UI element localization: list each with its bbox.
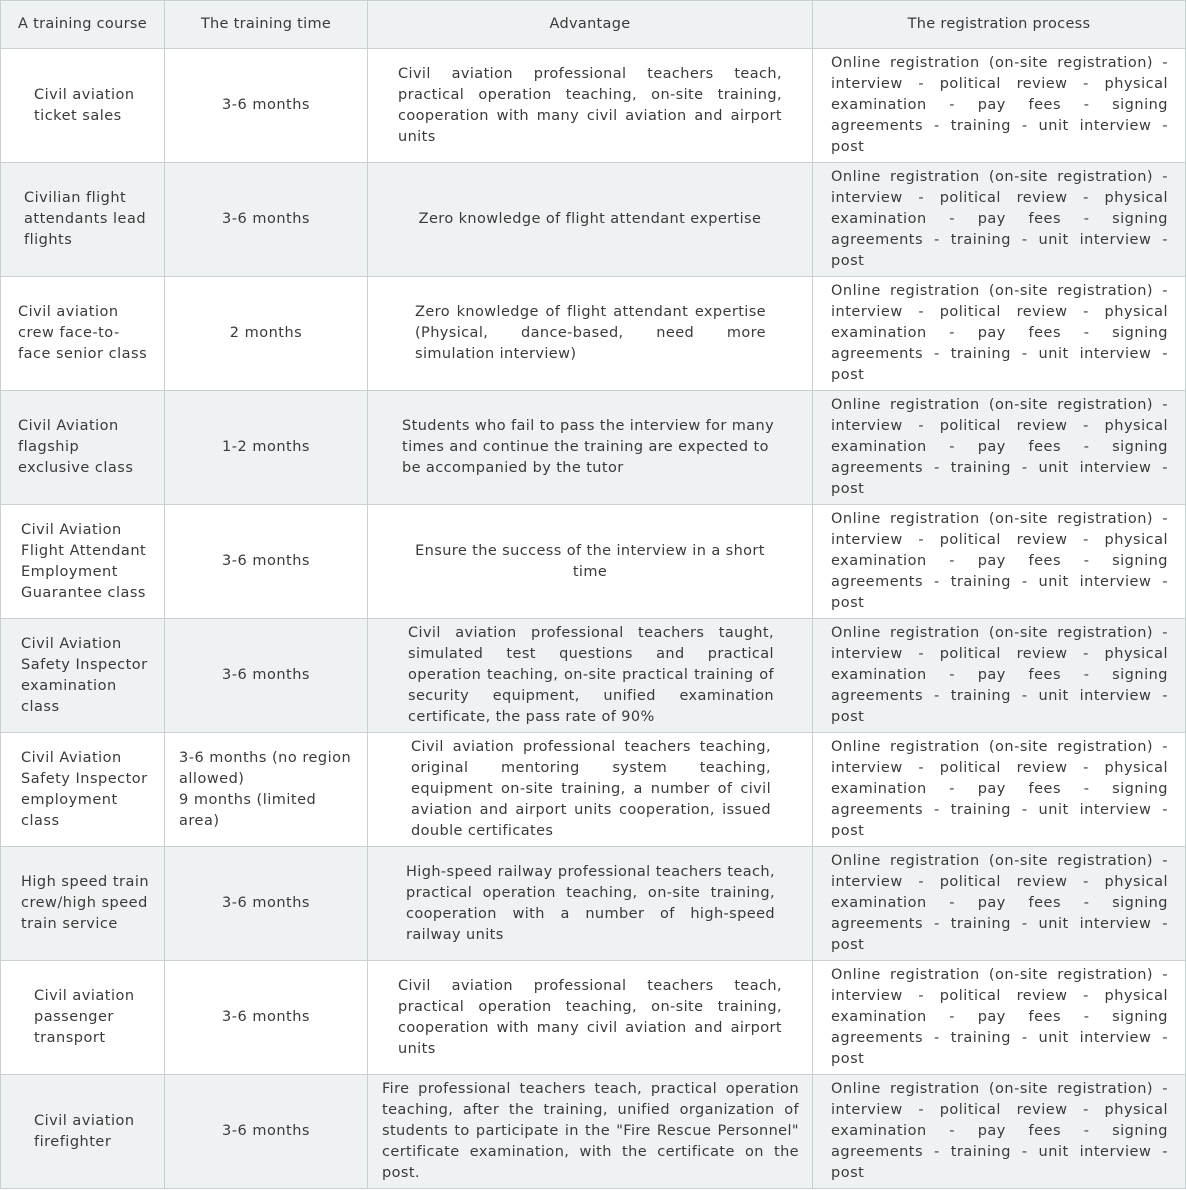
course-cell: Civil aviation ticket sales bbox=[1, 49, 165, 163]
process-cell: Online registration (on-site registration) - interview - political review - physical examination - pay fees - signing agreements - training - unit interview - post bbox=[813, 733, 1186, 847]
advantage-cell: Civil aviation professional teachers taught, simulated test questions and practical operation teaching, on-site practical training of security equipment, unified examination certificate, the pass rate of 90% bbox=[368, 619, 813, 733]
table-row bbox=[1, 961, 1186, 1075]
process-cell: Online registration (on-site registration) - interview - political review - physical examination - pay fees - signing agreements - training - unit interview - post bbox=[813, 391, 1186, 505]
advantage-cell: High-speed railway professional teachers teach, practical operation teaching, on-site training, cooperation with a number of high-speed railway units bbox=[368, 847, 813, 961]
advantage-cell: Civil aviation professional teachers teach, practical operation teaching, on-site training, cooperation with many civil aviation and airport units bbox=[368, 961, 813, 1075]
time-cell: 3-6 months bbox=[165, 163, 368, 277]
header-advantage: Advantage bbox=[368, 1, 813, 49]
time-cell: 3-6 months bbox=[165, 1075, 368, 1189]
time-cell: 1-2 months bbox=[165, 391, 368, 505]
process-cell: Online registration (on-site registration) - interview - political review - physical examination - pay fees - signing agreements - training - unit interview - post bbox=[813, 277, 1186, 391]
table-row bbox=[1, 619, 1186, 733]
course-cell: Civil Aviation Safety Inspector employment class bbox=[1, 733, 165, 847]
header-time: The training time bbox=[165, 1, 368, 49]
course-cell: Civil aviation crew face-to-face senior class bbox=[1, 277, 165, 391]
time-cell: 3-6 months bbox=[165, 619, 368, 733]
course-cell: Civil Aviation flagship exclusive class bbox=[1, 391, 165, 505]
table-row bbox=[1, 505, 1186, 619]
table-row bbox=[1, 277, 1186, 391]
time-cell: 3-6 months bbox=[165, 505, 368, 619]
table-row bbox=[1, 1075, 1186, 1189]
time-cell: 2 months bbox=[165, 277, 368, 391]
table-row bbox=[1, 847, 1186, 961]
advantage-cell: Zero knowledge of flight attendant expertise (Physical, dance-based, need more simulation interview) bbox=[368, 277, 813, 391]
process-cell: Online registration (on-site registration) - interview - political review - physical examination - pay fees - signing agreements - training - unit interview - post bbox=[813, 961, 1186, 1075]
course-cell: Civil Aviation Safety Inspector examination class bbox=[1, 619, 165, 733]
table-row bbox=[1, 163, 1186, 277]
process-cell: Online registration (on-site registration) - interview - political review - physical examination - pay fees - signing agreements - training - unit interview - post bbox=[813, 1075, 1186, 1189]
header-process: The registration process bbox=[813, 1, 1186, 49]
time-cell: 3-6 months bbox=[165, 961, 368, 1075]
time-line: 9 months (limited area) bbox=[179, 791, 317, 829]
advantage-cell: Zero knowledge of flight attendant expertise bbox=[368, 163, 813, 277]
process-cell: Online registration (on-site registration) - interview - political review - physical examination - pay fees - signing agreements - training - unit interview - post bbox=[813, 505, 1186, 619]
time-cell bbox=[165, 733, 368, 847]
process-cell: Online registration (on-site registration) - interview - political review - physical examination - pay fees - signing agreements - training - unit interview - post bbox=[813, 163, 1186, 277]
header-course: A training course bbox=[1, 1, 165, 49]
course-cell: Civil aviation passenger transport bbox=[1, 961, 165, 1075]
header-row bbox=[1, 1, 1186, 49]
course-cell: Civil Aviation Flight Attendant Employment Guarantee class bbox=[1, 505, 165, 619]
table-row bbox=[1, 733, 1186, 847]
time-cell: 3-6 months bbox=[165, 847, 368, 961]
advantage-cell: Civil aviation professional teachers teach, practical operation teaching, on-site training, cooperation with many civil aviation and airport units bbox=[368, 49, 813, 163]
time-line: 3-6 months (no region allowed) bbox=[179, 749, 352, 787]
advantage-cell: Ensure the success of the interview in a short time bbox=[368, 505, 813, 619]
table-row bbox=[1, 49, 1186, 163]
process-cell: Online registration (on-site registration) - interview - political review - physical examination - pay fees - signing agreements - training - unit interview - post bbox=[813, 619, 1186, 733]
course-cell: High speed train crew/high speed train service bbox=[1, 847, 165, 961]
time-cell: 3-6 months bbox=[165, 49, 368, 163]
advantage-cell: Fire professional teachers teach, practical operation teaching, after the training, unified organization of students to participate in the "Fire Rescue Personnel" certificate examination, with the certificate on the post. bbox=[368, 1075, 813, 1189]
table-row bbox=[1, 391, 1186, 505]
process-cell: Online registration (on-site registration) - interview - political review - physical examination - pay fees - signing agreements - training - unit interview - post bbox=[813, 847, 1186, 961]
advantage-cell: Students who fail to pass the interview for many times and continue the training are expected to be accompanied by the tutor bbox=[368, 391, 813, 505]
course-cell: Civil aviation firefighter bbox=[1, 1075, 165, 1189]
process-cell: Online registration (on-site registration) - interview - political review - physical examination - pay fees - signing agreements - training - unit interview - post bbox=[813, 49, 1186, 163]
advantage-cell: Civil aviation professional teachers teaching, original mentoring system teaching, equipment on-site training, a number of civil aviation and airport units cooperation, issued double certificates bbox=[368, 733, 813, 847]
course-cell: Civilian flight attendants lead flights bbox=[1, 163, 165, 277]
